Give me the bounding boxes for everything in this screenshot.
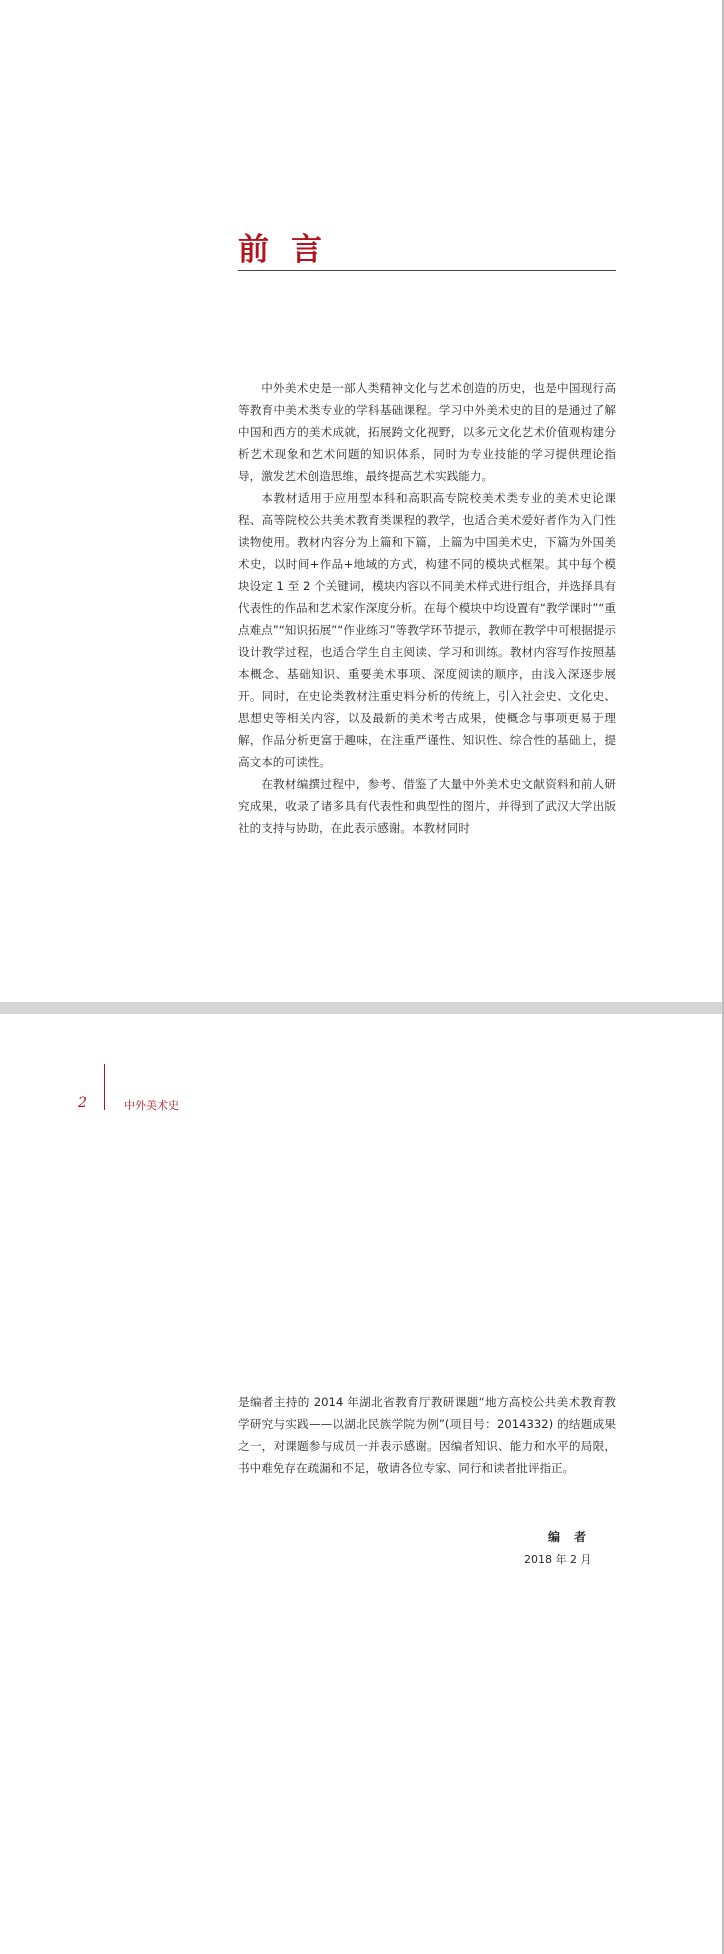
page-separator xyxy=(0,1002,722,1014)
title-rule xyxy=(238,270,616,271)
header-divider xyxy=(104,1064,105,1110)
paragraph: 本教材适用于应用型本科和高职高专院校美术类专业的美术史论课程、高等院校公共美术教育类课程的教学，也适合美术爱好者作为入门性读物使用。教材内容分为上篇和下篇，上篇为中国美术史，下篇为外国美术史，以时间+作品+地域的方式，构建不同的模块式框架。其中每个模块设定 1 至 2 个关键词，模块内容以不同美术样式进行组合，并选择具有代表性的作品和艺术家作深度分析。在每个模块中均设置有“教学课时”“重点难点”“知识拓展”“作业练习”等教学环节提示，教师在教学中可根据提示设计教学过程，也适合学生自主阅读、学习和训练。教材内容写作按照基本概念、基础知识、重要美术事项、深度阅读的顺序，由浅入深逐步展开。同时，在史论类教材注重史料分析的传统上，引入社会史、文化史、思想史等相关内容，以及最新的美术考古成果，使概念与事项更易于理解，作品分析更富于趣味，在注重严谨性、知识性、综合性的基础上，提高文本的可读性。 xyxy=(238,491,616,769)
page-title: 前言 xyxy=(238,232,344,268)
paragraph: 是编者主持的 2014 年湖北省教育厅教研课题“地方高校公共美术教育教学研究与实践——以湖北民族学院为例”(项目号：2014332) 的结题成果之一，对课题参与成员一并表示感谢。因编者知识、能力和水平的局限，书中难免存在疏漏和不足，敬请各位专家、同行和读者批评指正。 xyxy=(238,1395,616,1475)
page-2 xyxy=(0,1014,722,1954)
preface-body xyxy=(238,377,616,839)
paragraph: 在教材编撰过程中，参考、借鉴了大量中外美术史文献资料和前人研究成果，收录了诸多具有代表性和典型性的图片，并得到了武汉大学出版社的支持与协助，在此表示感谢。本教材同时 xyxy=(238,777,616,835)
running-head: 中外美术史 xyxy=(124,1099,179,1112)
preface-body-continued xyxy=(238,1391,616,1479)
page-number: 2 xyxy=(78,1095,87,1111)
paragraph: 中外美术史是一部人类精神文化与艺术创造的历史，也是中国现行高等教育中美术类专业的学科基础课程。学习中外美术史的目的是通过了解中国和西方的美术成就，拓展跨文化视野，以多元文化艺术价值观构建分析艺术现象和艺术问题的知识体系，同时为专业技能的学习提供理论指导，激发艺术创造思维，最终提高艺术实践能力。 xyxy=(238,381,616,483)
signature-date: 2018 年 2 月 xyxy=(524,1553,592,1566)
signature: 编者 xyxy=(548,1530,601,1544)
